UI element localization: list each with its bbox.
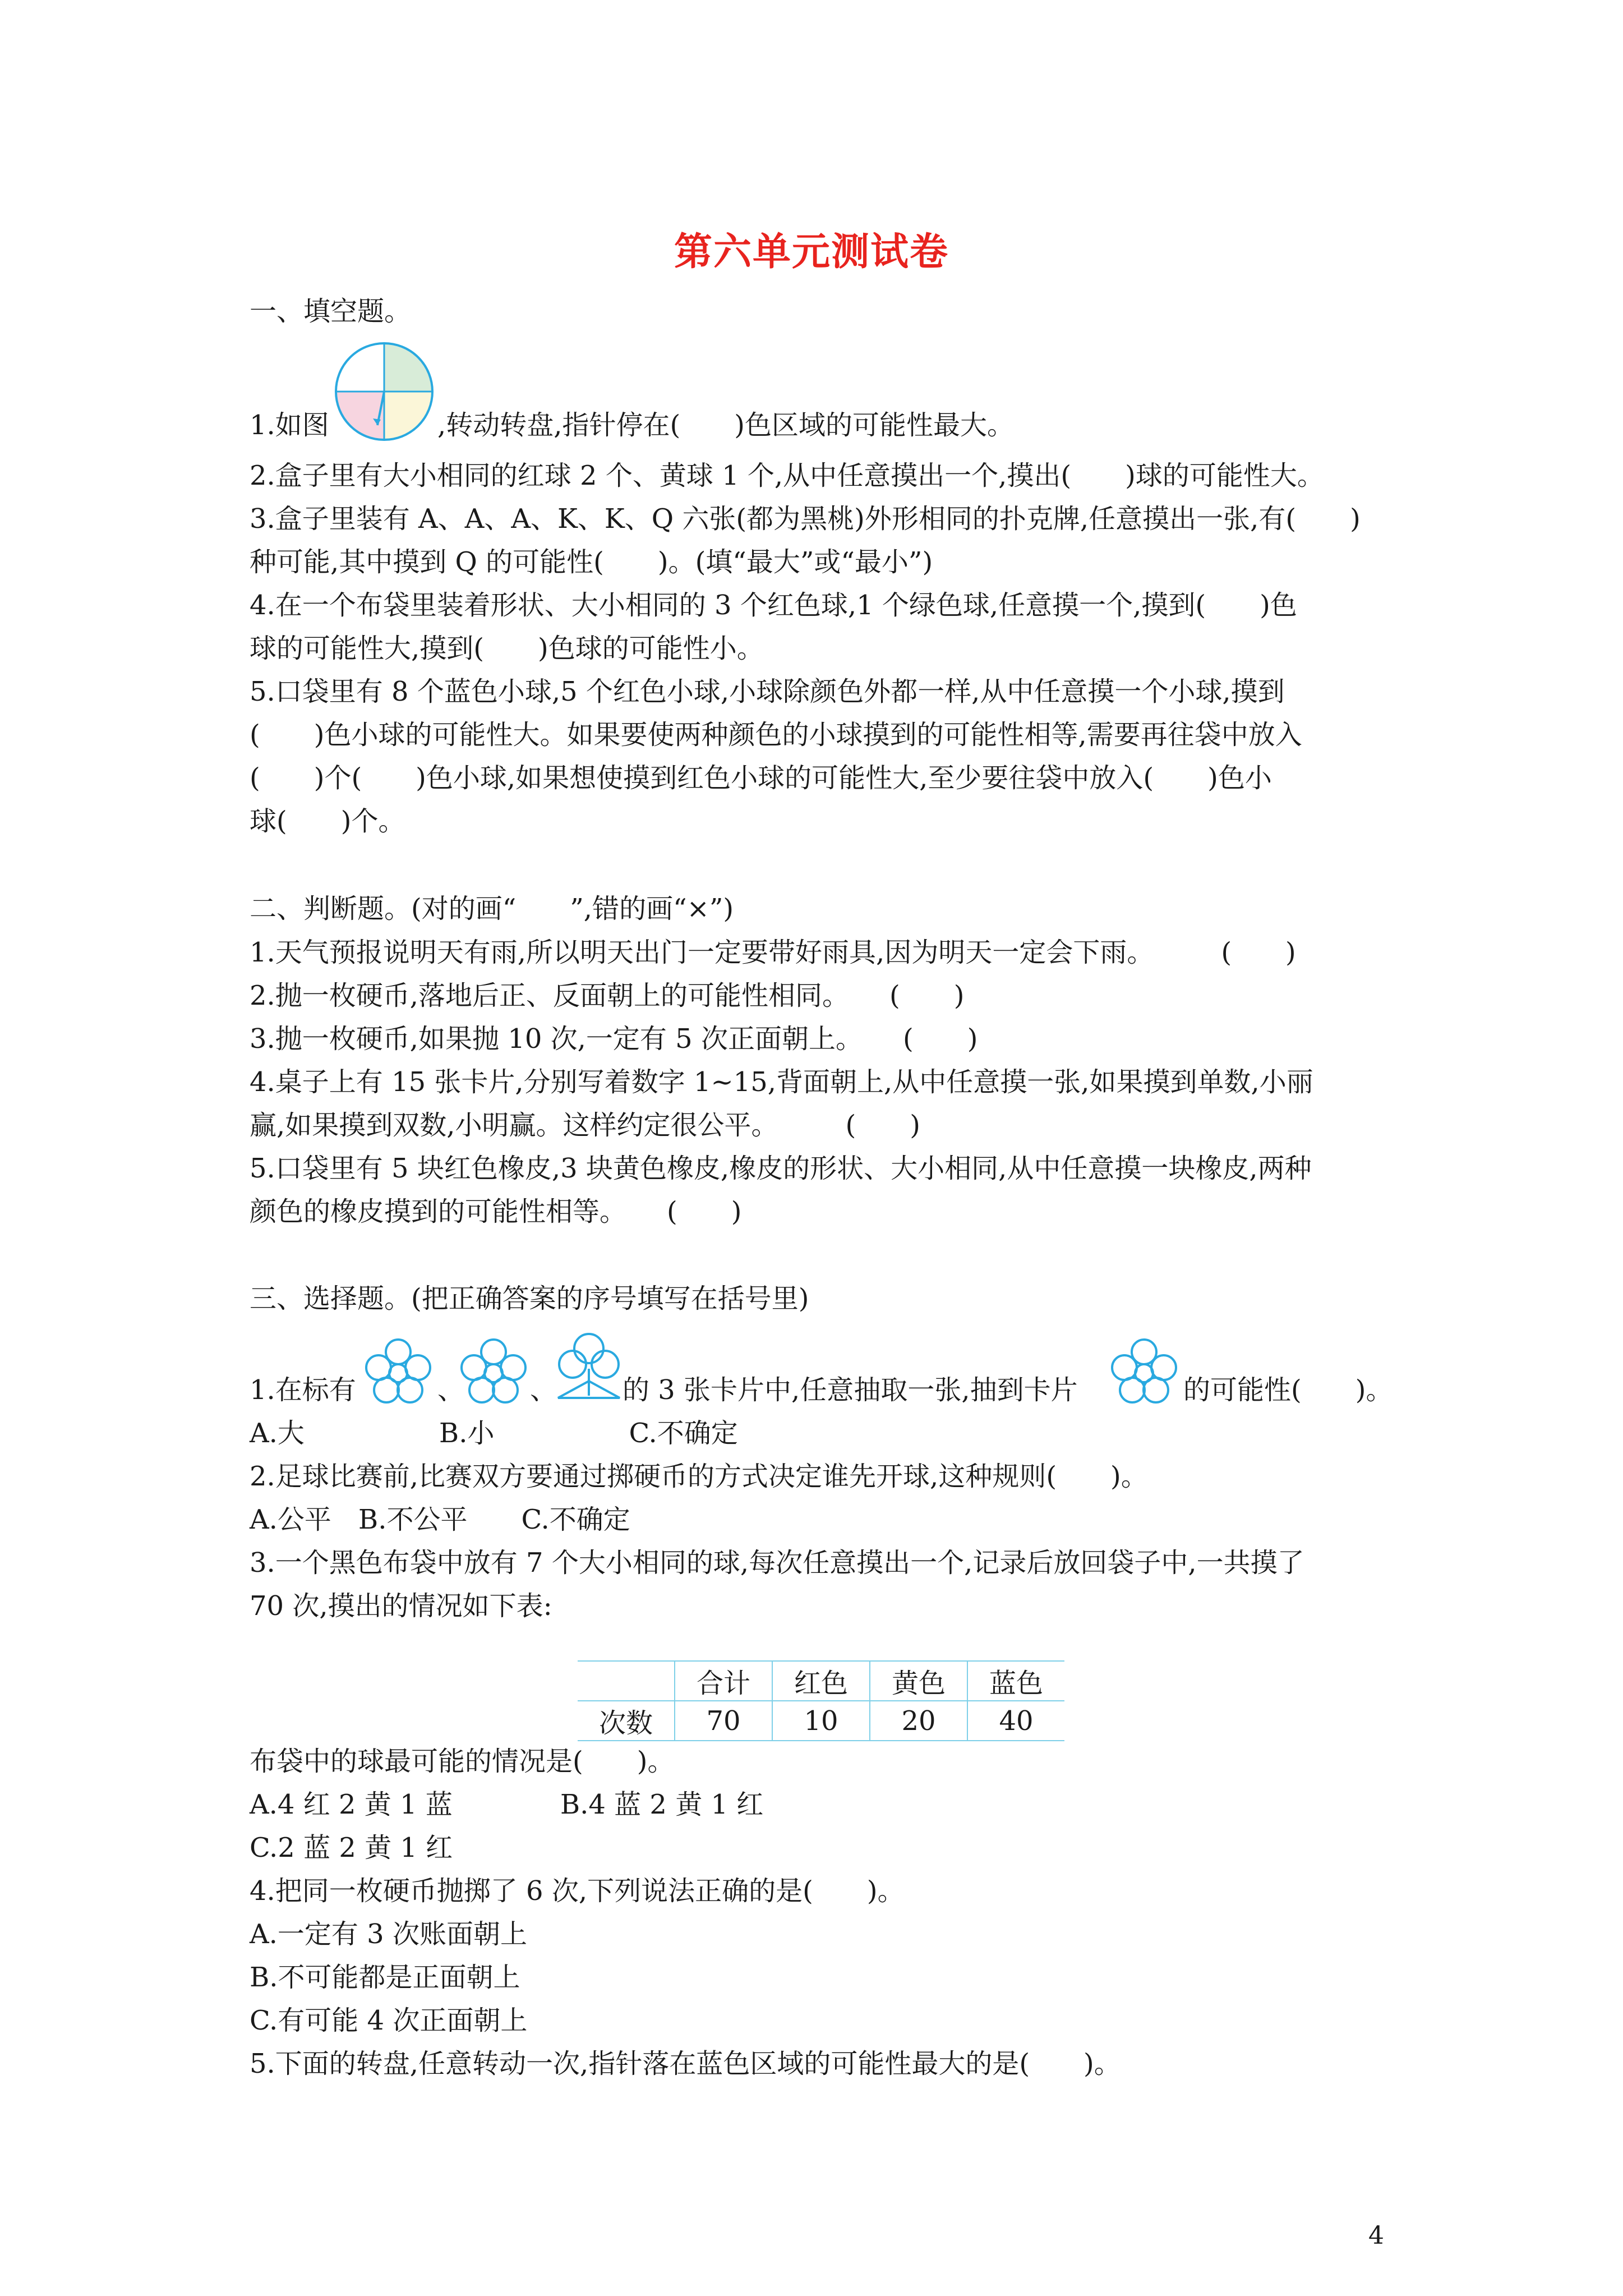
s1-q5-line2: ( )色小球的可能性大。如果要使两种颜色的小球摸到的可能性相等,需要再往袋中放入 (250, 719, 1302, 751)
s3-q1-sep2: 、 (530, 1374, 557, 1406)
table-cell (578, 1661, 675, 1701)
s1-q3-line1: 3.盒子里装有 A、A、A、K、K、Q 六张(都为黑桃)外形相同的扑克牌,任意摸出一张,有( ) (250, 503, 1361, 535)
s3-q2: 2.足球比赛前,比赛双方要通过掷硬币的方式决定谁先开球,这种规则( )。 (250, 1461, 1148, 1492)
table-header-row (578, 1661, 1064, 1701)
table-cell: 蓝色 (967, 1661, 1064, 1701)
table-cell: 合计 (675, 1661, 772, 1701)
s2-q1: 1.天气预报说明天有雨,所以明天出门一定要带好雨具,因为明天一定会下雨。 ( ) (250, 937, 1296, 968)
q1-text: ,转动转盘,指针停在( )色区域的可能性最大。 (437, 409, 1014, 441)
s3-q1-options: A.大 B.小 C.不确定 (250, 1418, 738, 1449)
table-cell: 次数 (578, 1701, 675, 1741)
s2-q3: 3.抛一枚硬币,如果抛 10 次,一定有 5 次正面朝上。 ( ) (250, 1023, 978, 1055)
s1-q3-line2: 种可能,其中摸到 Q 的可能性( )。(填“最大”或“最小”) (250, 546, 933, 578)
s3-q3-line2: 70 次,摸出的情况如下表: (250, 1590, 552, 1622)
s3-q3-option-c: C.2 蓝 2 黄 1 红 (250, 1832, 453, 1864)
table-cell: 黄色 (870, 1661, 967, 1701)
s3-q3-line1: 3.一个黑色布袋中放有 7 个大小相同的球,每次任意摸出一个,记录后放回袋子中,一共摸了 (250, 1547, 1304, 1579)
s3-q4-option-b: B.不可能都是正面朝上 (250, 1962, 520, 1993)
s1-q5-line3: ( )个( )色小球,如果想使摸到红色小球的可能性大,至少要往袋中放入( )色小 (250, 762, 1272, 794)
s3-q4: 4.把同一枚硬币抛掷了 6 次,下列说法正确的是( )。 (250, 1875, 905, 1907)
s3-q4-option-a: A.一定有 3 次账面朝上 (250, 1918, 527, 1950)
section2-heading: 二、判断题。(对的画“ ”,错的画“×”) (250, 893, 734, 924)
flower-card-icon (1108, 1335, 1181, 1408)
s1-q2: 2.盒子里有大小相同的红球 2 个、黄球 1 个,从中任意摸出一个,摸出( )球的可能性大。 (250, 460, 1324, 491)
s1-q5-line1: 5.口袋里有 8 个蓝色小球,5 个红色小球,小球除颜色外都一样,从中任意摸一个小球,摸到 (250, 676, 1285, 707)
table-cell: 70 (675, 1701, 772, 1741)
page-number: 4 (1368, 2221, 1384, 2250)
table-cell: 40 (967, 1701, 1064, 1741)
s2-q4-line2: 赢,如果摸到双数,小明赢。这样约定很公平。 ( ) (250, 1110, 920, 1141)
results-table (578, 1660, 1064, 1741)
section1-heading: 一、填空题。 (250, 296, 412, 327)
page-title: 第六单元测试卷 (674, 229, 949, 274)
spinner-figure (334, 341, 435, 442)
s2-q4-line1: 4.桌子上有 15 张卡片,分别写着数字 1~15,背面朝上,从中任意摸一张,如果摸到单数,小丽 (250, 1066, 1313, 1098)
s3-q1-sep1: 、 (437, 1374, 465, 1406)
table-cell: 红色 (772, 1661, 870, 1701)
flower-card-icon (362, 1335, 435, 1408)
section3-heading: 三、选择题。(把正确答案的序号填写在括号里) (250, 1283, 809, 1314)
s3-q1-prefix: 1.在标有 (250, 1374, 356, 1406)
table-cell: 20 (870, 1701, 967, 1741)
table-cell: 10 (772, 1701, 870, 1741)
s3-q5: 5.下面的转盘,任意转动一次,指针落在蓝色区域的可能性最大的是( )。 (250, 2048, 1121, 2079)
s2-q2: 2.抛一枚硬币,落地后正、反面朝上的可能性相同。 ( ) (250, 980, 965, 1011)
s3-q1-suffix: 的可能性( )。 (1183, 1374, 1393, 1406)
s1-q4-line2: 球的可能性大,摸到( )色球的可能性小。 (250, 633, 764, 664)
s3-q2-options: A.公平 B.不公平 C.不确定 (250, 1504, 630, 1535)
s3-q3-options-ab: A.4 红 2 黄 1 蓝 B.4 蓝 2 黄 1 红 (250, 1789, 764, 1820)
flower-card-icon (457, 1335, 530, 1408)
table-row (578, 1701, 1064, 1741)
s3-q1-middle: 的 3 张卡片中,任意抽取一张,抽到卡片 (623, 1374, 1078, 1406)
s2-q5-line1: 5.口袋里有 5 块红色橡皮,3 块黄色橡皮,橡皮的形状、大小相同,从中任意摸一块橡皮,两种 (250, 1153, 1312, 1184)
s3-q3-line3: 布袋中的球最可能的情况是( )。 (250, 1746, 675, 1777)
s1-q4-line1: 4.在一个布袋里装着形状、大小相同的 3 个红色球,1 个绿色球,任意摸一个,摸到( )色 (250, 590, 1297, 621)
s3-q4-option-c: C.有可能 4 次正面朝上 (250, 2005, 528, 2036)
tree-card-icon (552, 1329, 625, 1408)
q1-prefix: 1.如图 (250, 409, 329, 441)
s1-q5-line4: 球( )个。 (250, 806, 405, 837)
s2-q5-line2: 颜色的橡皮摸到的可能性相等。 ( ) (250, 1196, 742, 1227)
